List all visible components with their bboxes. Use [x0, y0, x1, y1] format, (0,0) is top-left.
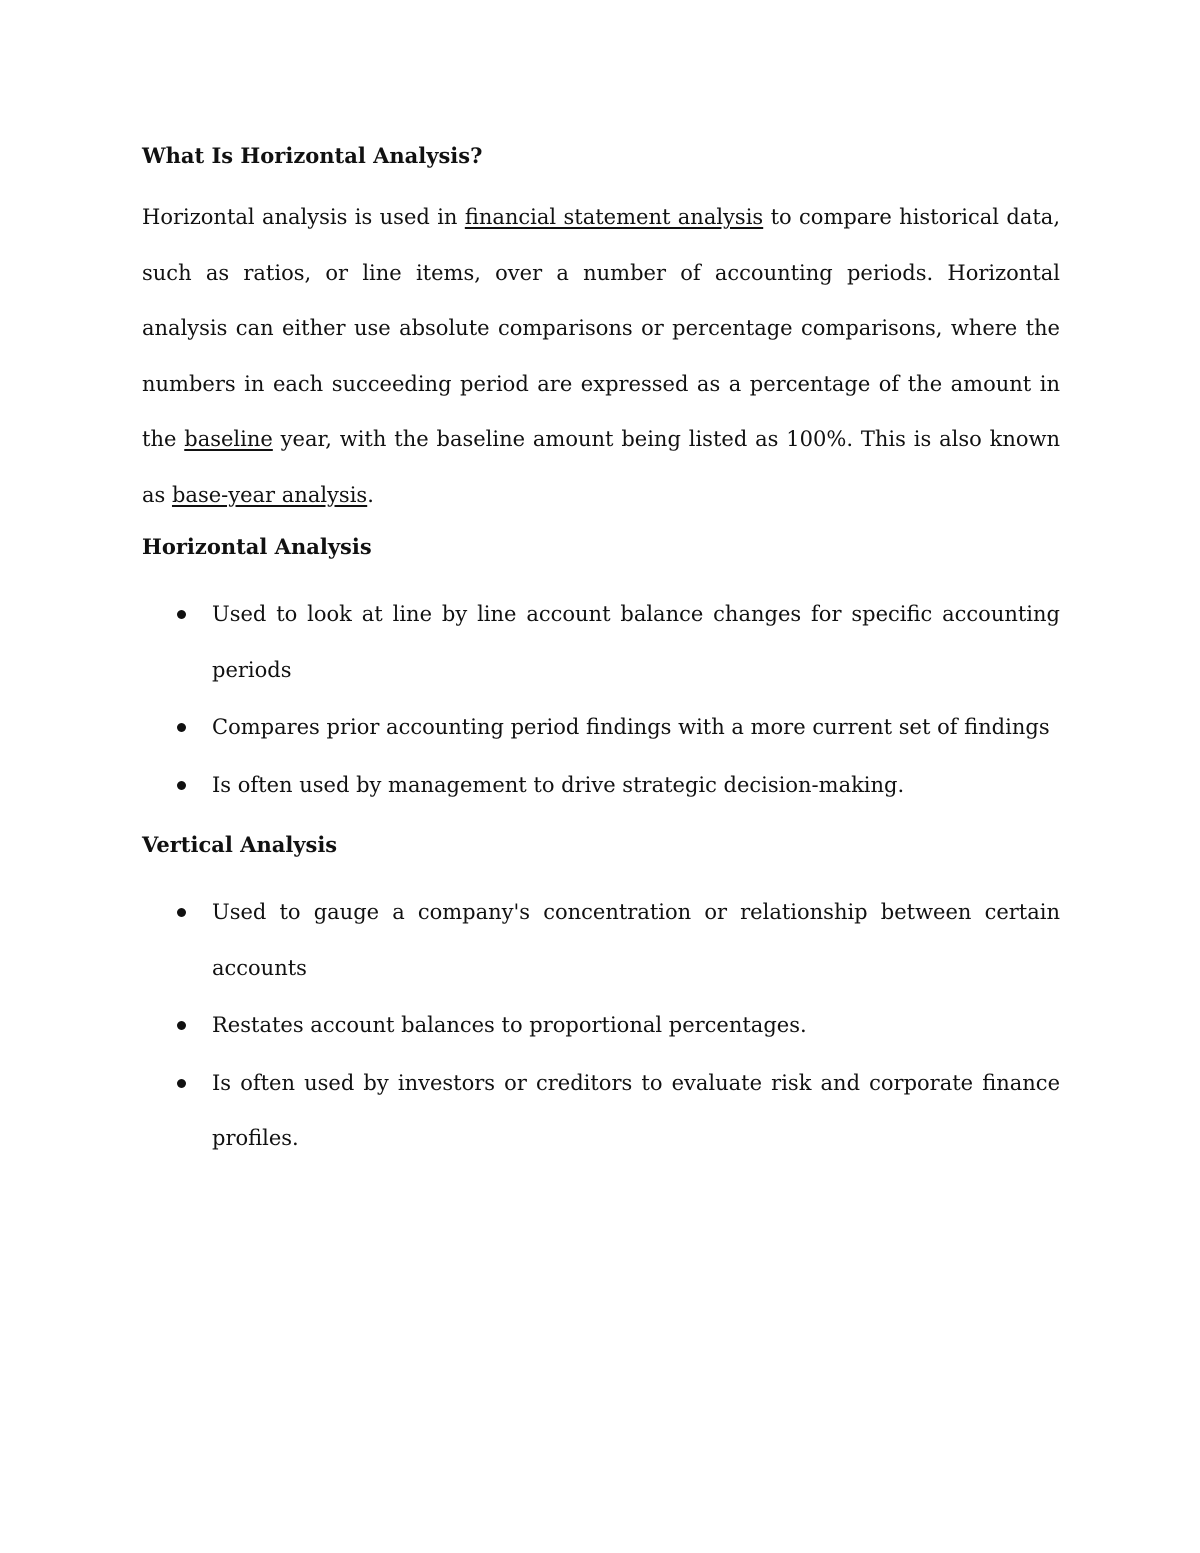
list-item-text: Used to gauge a company's concentration or relationship between certain accounts — [212, 900, 1060, 980]
list-item — [142, 700, 1060, 756]
intro-paragraph — [142, 190, 1060, 523]
horizontal-analysis-heading: Horizontal Analysis — [142, 534, 372, 559]
bullet-icon — [177, 908, 186, 917]
page-title: What Is Horizontal Analysis? — [142, 143, 483, 168]
intro-text-3: year, with the baseline amount being listed as 100%. This is also known as — [142, 427, 1060, 507]
list-item — [142, 587, 1060, 698]
intro-text-1: Horizontal analysis is used in — [142, 205, 465, 229]
horizontal-analysis-list — [142, 587, 1060, 813]
list-item — [142, 885, 1060, 996]
bullet-icon — [177, 1079, 186, 1088]
vertical-analysis-list — [142, 885, 1060, 1167]
vertical-analysis-heading: Vertical Analysis — [142, 832, 338, 857]
intro-text-4: . — [367, 482, 374, 507]
bullet-icon — [177, 723, 186, 732]
base-year-analysis-link[interactable]: base-year analysis — [171, 482, 368, 507]
list-item-text: Is often used by investors or creditors to evaluate risk and corporate finance profiles. — [212, 1070, 1060, 1150]
list-item-text: Used to look at line by line account balance changes for specific accounting periods — [212, 602, 1060, 682]
financial-statement-analysis-link[interactable]: financial statement analysis — [464, 205, 764, 229]
bullet-icon — [177, 610, 186, 619]
list-item-text: Compares prior accounting period findings with a more current set of findings — [212, 715, 1050, 739]
list-item — [142, 758, 1060, 814]
bullet-icon — [177, 1021, 186, 1030]
intro-text-2: to compare historical data, such as ratios, or line items, over a number of accounting periods. Horizontal analysis can either use absolute comparisons or percentage comparisons, where the numbers in each succeeding period are expressed as a percentage of the amount in the — [142, 205, 1060, 451]
list-item-text: Restates account balances to proportional percentages. — [212, 1013, 807, 1037]
document-page — [142, 138, 1060, 1169]
list-item — [142, 998, 1060, 1054]
list-item — [142, 1056, 1060, 1167]
baseline-link[interactable]: baseline — [184, 427, 273, 451]
bullet-icon — [177, 781, 186, 790]
list-item-text: Is often used by management to drive strategic decision-making. — [212, 772, 905, 797]
